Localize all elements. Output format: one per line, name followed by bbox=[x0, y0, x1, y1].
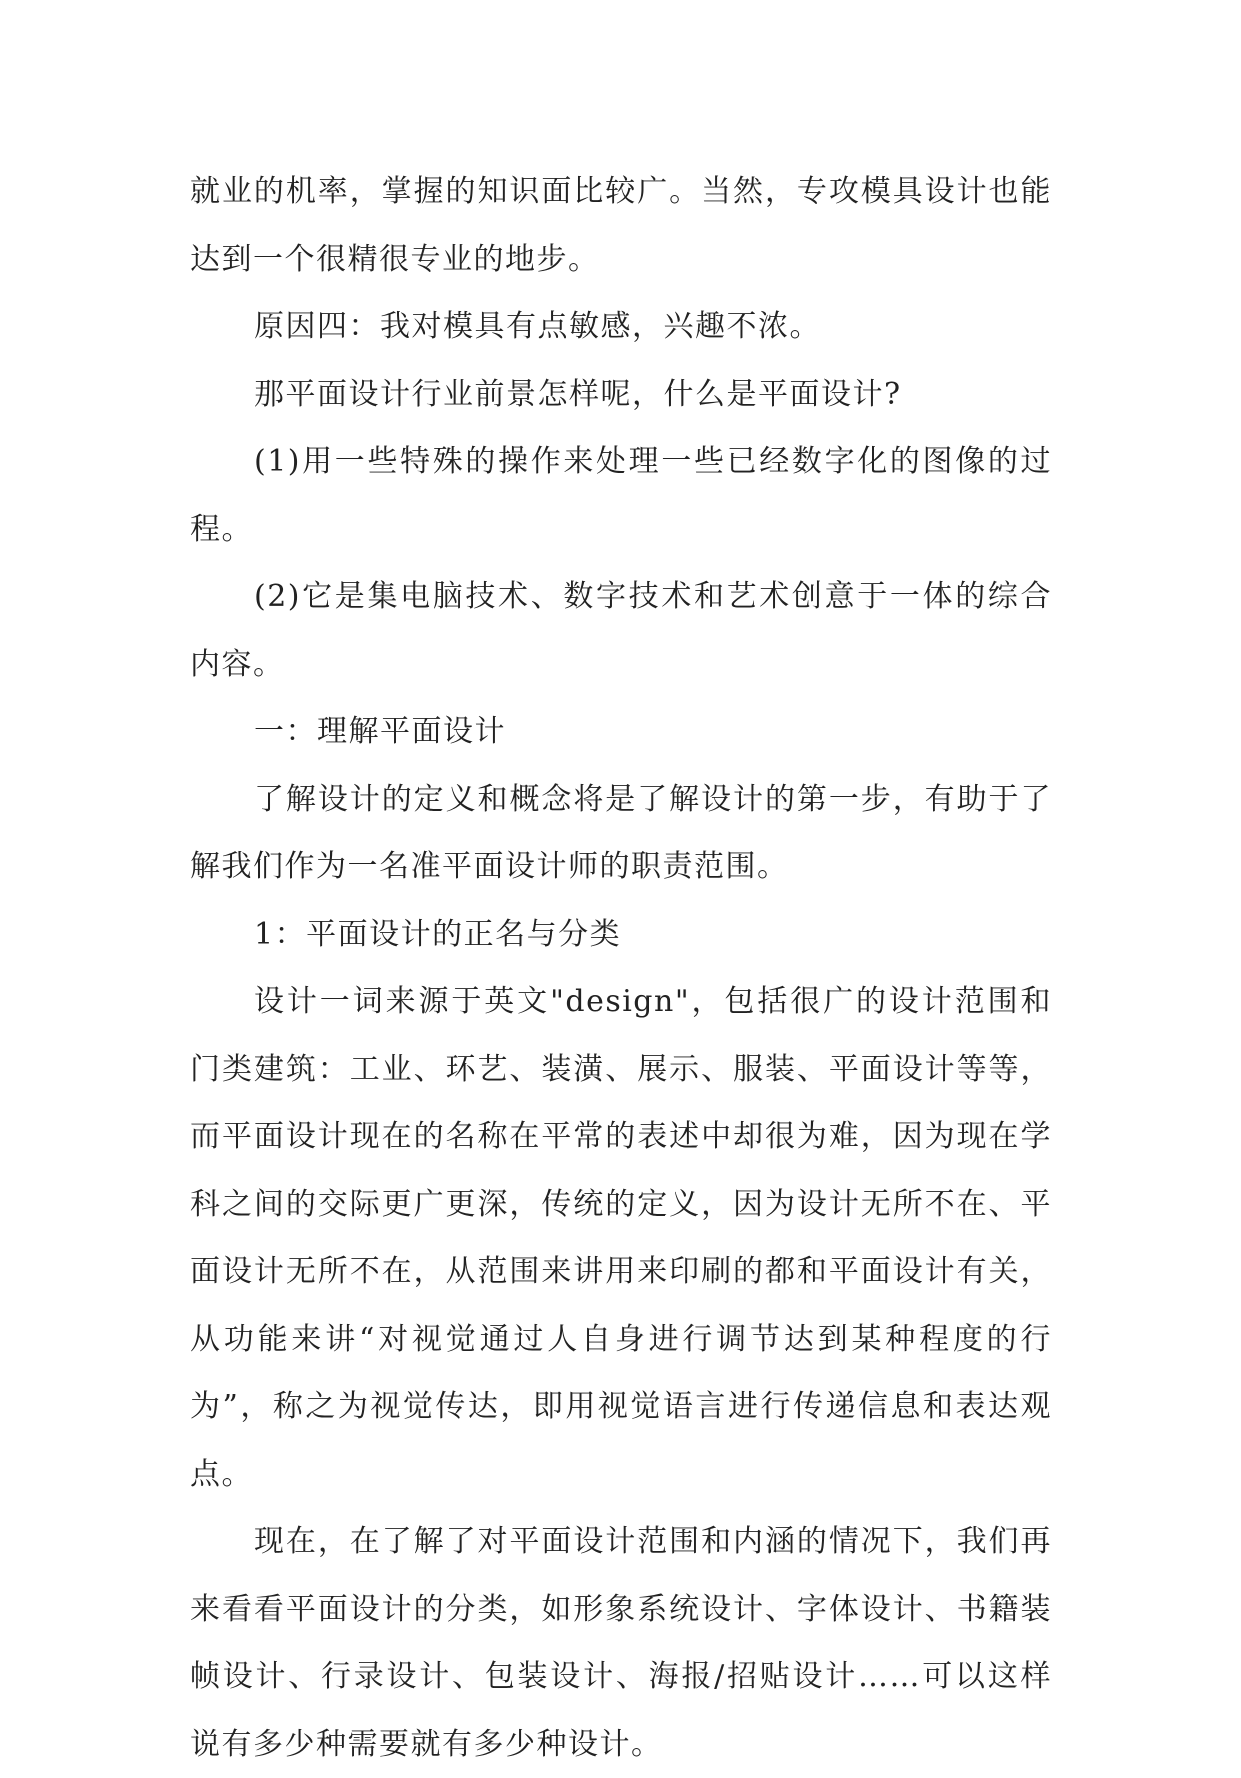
paragraph-design-term: 设计一词来源于英文"design"，包括很广的设计范围和门类建筑：工业、环艺、装潢、展示、服装、平面设计等等，而平面设计现在的名称在平常的表述中却很为难，因为现在学科之间的交际更广更深，传统的定义，因为设计无所不在、平面设计无所不在，从范围来讲用来印刷的都和平面设计有关，从功能来讲“对视觉通过人自身进行调节达到某种程度的行为”，称之为视觉传达，即用视觉语言进行传递信息和表达观点。 bbox=[190, 984, 1052, 1492]
paragraph-classification: 现在，在了解了对平面设计范围和内涵的情况下，我们再来看看平面设计的分类，如形象系统设计、字体设计、书籍装帧设计、行录设计、包装设计、海报/招贴设计……可以这样说有多少种需要就有多少种设计。 bbox=[190, 1524, 1052, 1762]
paragraph-intro: 了解设计的定义和概念将是了解设计的第一步，有助于了解我们作为一名准平面设计师的职责范围。 bbox=[190, 781, 1052, 884]
paragraph-definition-1: (1)用一些特殊的操作来处理一些已经数字化的图像的过程。 bbox=[190, 444, 1052, 547]
paragraph-question: 那平面设计行业前景怎样呢，什么是平面设计? bbox=[254, 376, 902, 412]
paragraph-reason-four: 原因四：我对模具有点敏感，兴趣不浓。 bbox=[254, 309, 821, 344]
subsection-heading: 1：平面设计的正名与分类 bbox=[254, 916, 622, 952]
body-text bbox=[190, 158, 1052, 1778]
paragraph-continuation: 就业的机率，掌握的知识面比较广。当然，专攻模具设计也能达到一个很精很专业的地步。 bbox=[190, 174, 1052, 277]
paragraph-definition-2: (2)它是集电脑技术、数字技术和艺术创意于一体的综合内容。 bbox=[190, 579, 1052, 682]
section-heading: 一：理解平面设计 bbox=[254, 714, 506, 749]
